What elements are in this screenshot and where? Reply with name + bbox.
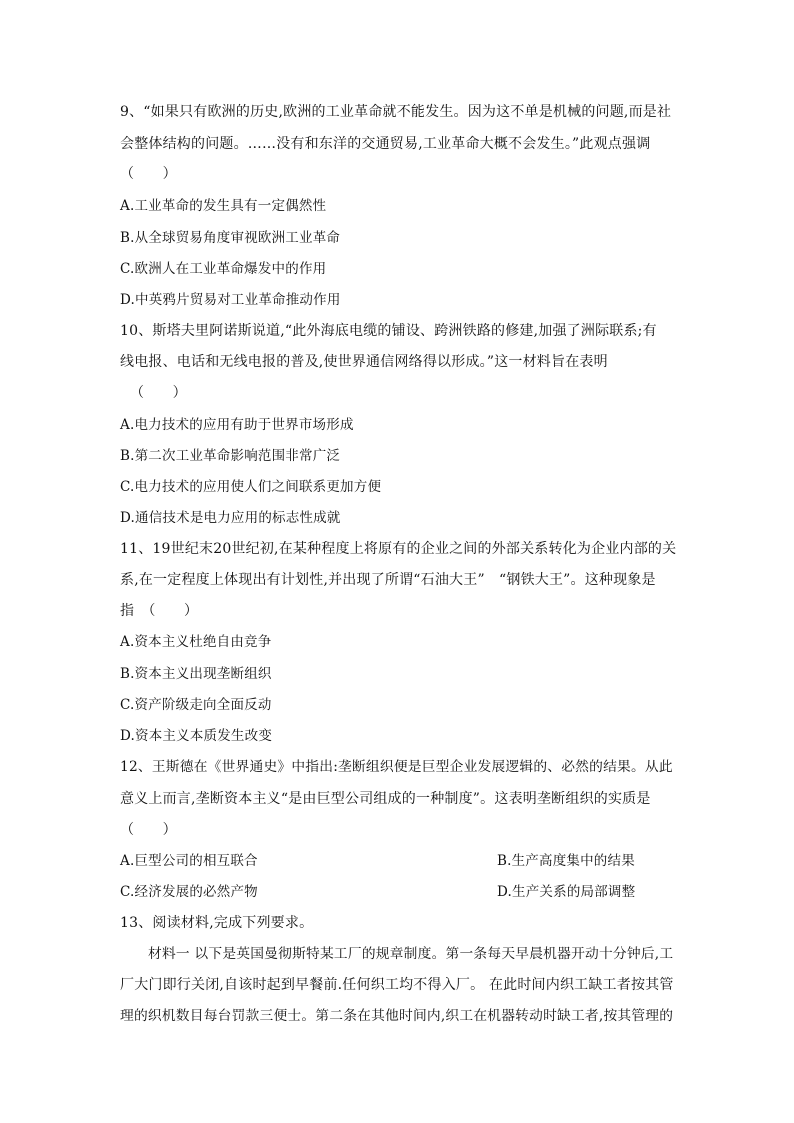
q11-option-a: A.资本主义杜绝自由竞争 [120,634,272,650]
q9-stem-line-1: 9、“如果只有欧洲的历史,欧洲的工业革命就不能发生。因为这不单是机械的问题,而是社 [120,104,672,120]
q11-option-c: C.资产阶级走向全面反动 [120,697,272,713]
q10-option-a: A.电力技术的应用有助于世界市场形成 [120,417,354,433]
q13-stem: 13、阅读材料,完成下列要求。 [120,915,314,931]
q10-stem-line-2: 线电报、电话和无线电报的普及,使世界通信网络得以形成。”这一材料旨在表明 [120,354,608,370]
q10-stem-line-1: 10、斯塔夫里阿诺斯说道,“此外海底电缆的铺设、跨洲铁路的修建,加强了洲际联系;有 [120,323,657,339]
q11-option-d: D.资本主义本质发生改变 [120,728,273,744]
q10-answer-blank: （ ） [130,385,187,401]
q9-option-d: D.中英鸦片贸易对工业革命推动作用 [120,292,341,308]
q13-material-line-1: 材料一 以下是英国曼彻斯特某工厂的规章制度。第一条每天早晨机器开动十分钟后,工 [148,946,674,962]
q13-material-line-3: 理的织机数目每台罚款三便士。第二条在其他时间内,织工在机器转动时缺工者,按其管理的 [120,1008,674,1024]
q11-stem-line-2: 系,在一定程度上体现出有计划性,并出现了所谓“石油大王” “钢铁大王”。这种现象是 [120,572,656,588]
q11-stem-line-1: 11、19世纪末20世纪初,在某种程度上将原有的企业之间的外部关系转化为企业内部的关 [120,541,677,557]
q12-stem-line-2: 意义上而言,垄断资本主义“是由巨型公司组成的一种制度”。这表明垄断组织的实质是 [120,791,651,807]
q9-stem-line-2: 会整体结构的问题。……没有和东洋的交通贸易,工业革命大概不会发生。”此观点强调 [120,136,651,152]
q9-answer-blank: （ ） [120,166,177,182]
q12-option-a: A.巨型公司的相互联合 [120,853,258,869]
q12-answer-blank: （ ） [120,822,177,838]
q12-stem-line-1: 12、王斯德在《世界通史》中指出:垄断组织便是巨型企业发展逻辑的、必然的结果。从此 [120,759,673,775]
q9-option-a: A.工业革命的发生具有一定偶然性 [120,198,327,214]
q12-option-b: B.生产高度集中的结果 [497,853,635,869]
q10-option-d: D.通信技术是电力应用的标志性成就 [120,510,341,526]
q10-option-c: C.电力技术的应用使人们之间联系更加方便 [120,479,382,495]
q13-material-line-2: 厂大门即行关闭,自该时起到早餐前.任何织工均不得入厂。 在此时间内织工缺工者按其管 [120,977,674,993]
q10-option-b: B.第二次工业革命影响范围非常广泛 [120,448,341,464]
q9-option-b: B.从全球贸易角度审视欧洲工业革命 [120,230,341,246]
q12-option-c: C.经济发展的必然产物 [120,884,258,900]
q12-option-d: D.生产关系的局部调整 [497,884,636,900]
q11-stem-line-3: 指 （ ） [120,603,199,619]
q11-option-b: B.资本主义出现垄断组织 [120,666,272,682]
q9-option-c: C.欧洲人在工业革命爆发中的作用 [120,261,327,277]
